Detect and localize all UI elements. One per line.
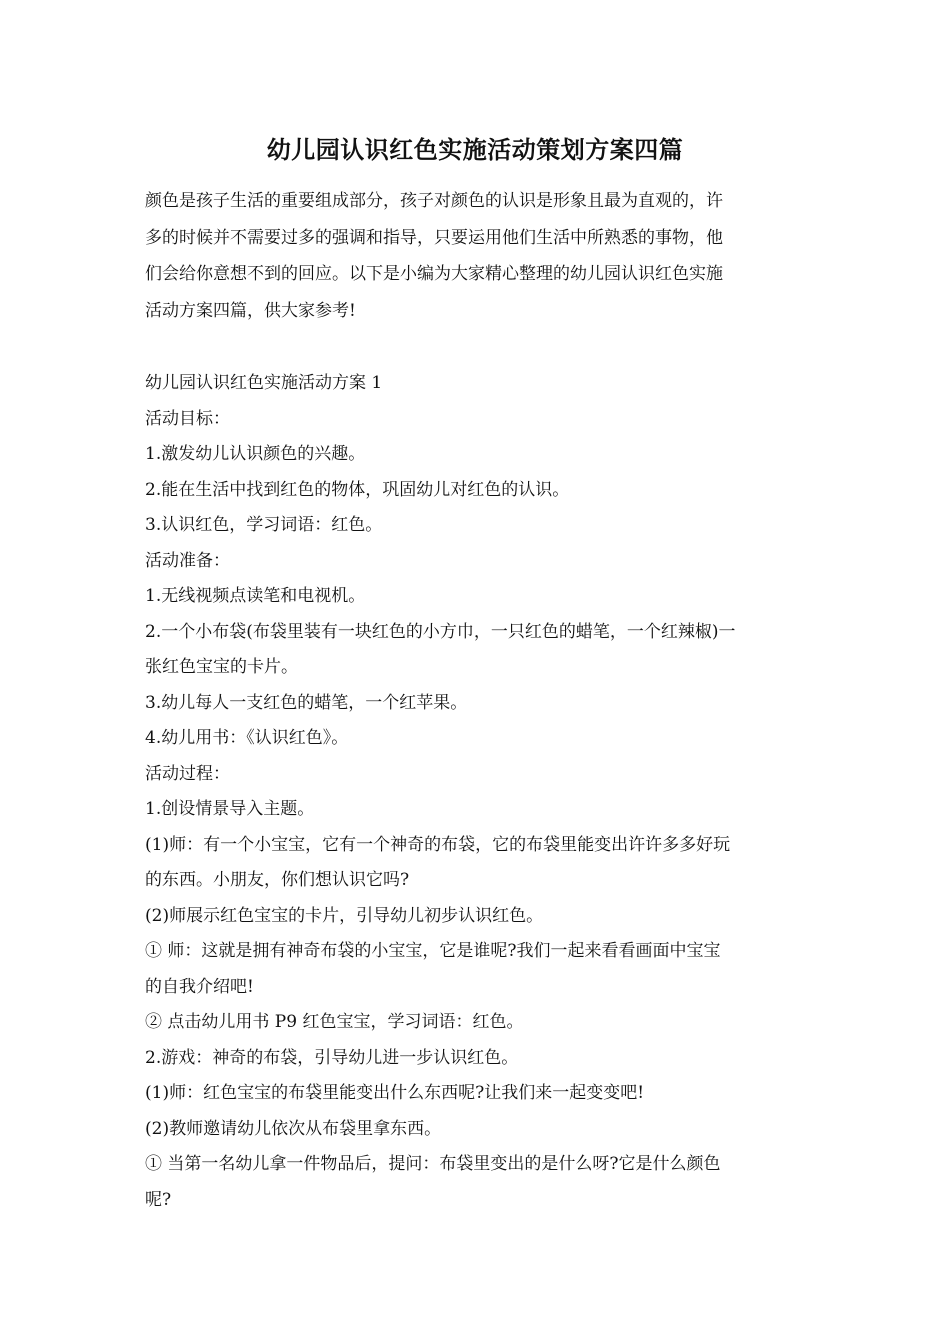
- subheading: 活动准备：: [145, 550, 230, 571]
- body-line: (1)师：红色宝宝的布袋里能变出什么东西呢?让我们来一起变变吧!: [145, 1083, 645, 1103]
- body-line: 3.幼儿每人一支红色的蜡笔，一个红苹果。: [145, 692, 468, 713]
- body-line: (2)教师邀请幼儿依次从布袋里拿东西。: [145, 1118, 442, 1139]
- document-body: [145, 366, 807, 1218]
- subheading: 活动目标：: [145, 408, 230, 429]
- intro-line: 多的时候并不需要过多的强调和指导，只要运用他们生活中所熟悉的事物，他: [145, 227, 723, 248]
- body-line: 2.一个小布袋(布袋里装有一块红色的小方巾，一只红色的蜡笔，一个红辣椒)一: [145, 621, 736, 642]
- body-line: 4.幼儿用书：《认识红色》。: [145, 728, 349, 748]
- body-line: 2.能在生活中找到红色的物体，巩固幼儿对红色的认识。: [145, 479, 570, 500]
- body-line: 1.无线视频点读笔和电视机。: [145, 586, 366, 606]
- body-line: 呢?: [145, 1189, 172, 1210]
- body-line: 的自我介绍吧!: [145, 976, 254, 997]
- intro-line: 们会给你意想不到的回应。以下是小编为大家精心整理的幼儿园认识红色实施: [145, 264, 723, 284]
- section-heading: 幼儿园认识红色实施活动方案 1: [145, 373, 383, 393]
- body-line: 张红色宝宝的卡片。: [145, 657, 298, 677]
- body-line: ① 师：这就是拥有神奇布袋的小宝宝，它是谁呢?我们一起来看看画面中宝宝: [145, 941, 721, 961]
- body-line: (2)师展示红色宝宝的卡片，引导幼儿初步认识红色。: [145, 905, 544, 926]
- body-line: 1.创设情景导入主题。: [145, 799, 315, 819]
- body-line: ① 当第一名幼儿拿一件物品后，提问：布袋里变出的是什么呀?它是什么颜色: [145, 1154, 721, 1174]
- intro-paragraph: [145, 183, 807, 329]
- body-line: 1.激发幼儿认识颜色的兴趣。: [145, 444, 366, 464]
- body-line: 3.认识红色，学习词语：红色。: [145, 515, 383, 535]
- subheading: 活动过程：: [145, 763, 230, 784]
- body-line: 的东西。小朋友，你们想认识它吗?: [145, 870, 410, 890]
- body-line: (1)师：有一个小宝宝，它有一个神奇的布袋，它的布袋里能变出许许多多好玩: [145, 834, 731, 855]
- document-title: 幼儿园认识红色实施活动策划方案四篇: [266, 135, 684, 164]
- body-line: ② 点击幼儿用书 P9 红色宝宝，学习词语：红色。: [145, 1012, 524, 1032]
- intro-line: 活动方案四篇，供大家参考!: [145, 300, 356, 321]
- body-line: 2.游戏：神奇的布袋，引导幼儿进一步认识红色。: [145, 1047, 519, 1068]
- intro-line: 颜色是孩子生活的重要组成部分，孩子对颜色的认识是形象且最为直观的，许: [145, 191, 723, 211]
